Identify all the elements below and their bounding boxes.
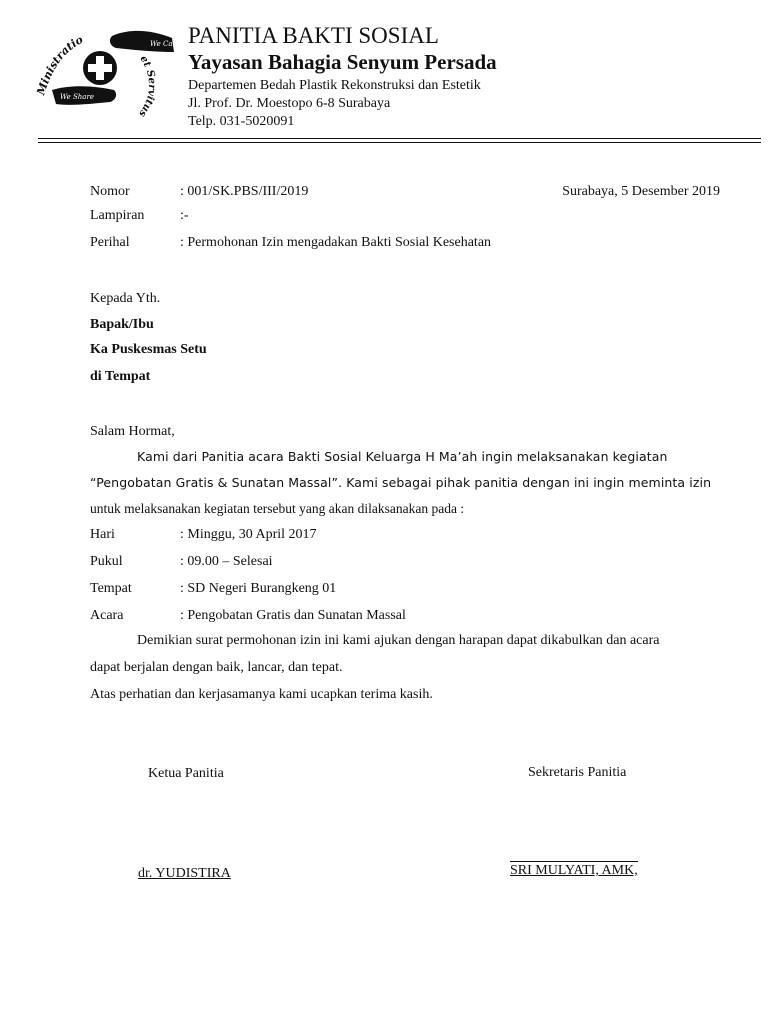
letterhead-org-name: Yayasan Bahagia Senyum Persada (188, 50, 497, 74)
signature-right-role: Sekretaris Panitia (528, 765, 627, 780)
closing-line-1: Demikian surat permohonan izin ini kami ajukan dengan harapan dapat dikabulkan dan acara (137, 633, 660, 648)
detail-label-tempat: Tempat (90, 581, 132, 596)
logo-ring-text-left: Ministratio (34, 32, 86, 97)
recipient-line3: di Tempat (90, 369, 151, 384)
letterhead-department: Departemen Bedah Plastik Rekonstruksi dan Estetik (188, 78, 481, 93)
signature-left-name: dr. YUDISTIRA (138, 866, 231, 881)
perihal-value: : Permohonan Izin mengadakan Bakti Sosial Kesehatan (180, 235, 492, 250)
logo-ring-text-right: et Servitus (136, 53, 158, 119)
paragraph-1-line-1: Kami dari Panitia acara Bakti Sosial Keluarga H Ma’ah ingin melaksanakan kegiatan (137, 449, 668, 464)
logo-graphic (32, 18, 182, 130)
organization-logo (32, 18, 182, 130)
detail-label-hari: Hari (90, 527, 115, 542)
logo-hand-text-top: We Care (150, 40, 181, 48)
cross-icon-bar (88, 64, 112, 72)
letterhead-phone: Telp. 031-5020091 (188, 114, 295, 129)
salutation: Salam Hormat, (90, 424, 175, 439)
perihal-label: Perihal (90, 235, 130, 250)
letterhead-divider-bottom (38, 142, 761, 143)
signature-right-name: SRI MULYATI, AMK, (510, 863, 638, 878)
nomor-value: : 001/SK.PBS/III/2019 (180, 184, 309, 199)
letterhead-title: PANITIA BAKTI SOSIAL (188, 23, 439, 48)
letterhead-divider-top (38, 138, 761, 139)
closing-line-3: Atas perhatian dan kerjasamanya kami ucapkan terima kasih. (90, 687, 433, 702)
paragraph-1-line-3: untuk melaksanakan kegiatan tersebut yang akan dilaksanakan pada : (90, 501, 465, 516)
nomor-label: Nomor (90, 184, 130, 199)
recipient-line1: Bapak/Ibu (90, 317, 154, 332)
detail-value-hari: : Minggu, 30 April 2017 (180, 527, 317, 542)
letterhead-address: Jl. Prof. Dr. Moestopo 6-8 Surabaya (188, 96, 391, 111)
paragraph-1-line-2: “Pengobatan Gratis & Sunatan Massal”. Kami sebagai pihak panitia dengan ini ingin meminta izin (90, 475, 712, 490)
detail-value-pukul: : 09.00 – Selesai (180, 554, 273, 569)
detail-value-tempat: : SD Negeri Burangkeng 01 (180, 581, 337, 596)
lampiran-label: Lampiran (90, 208, 145, 223)
logo-hand-text-bottom: We Share (60, 93, 94, 101)
closing-line-2: dapat berjalan dengan baik, lancar, dan tepat. (90, 660, 343, 675)
lampiran-value: :- (180, 208, 189, 223)
recipient-greeting: Kepada Yth. (90, 291, 161, 306)
detail-label-acara: Acara (90, 608, 124, 623)
recipient-line2: Ka Puskesmas Setu (90, 342, 207, 357)
letter-date: Surabaya, 5 Desember 2019 (562, 184, 720, 199)
detail-label-pukul: Pukul (90, 554, 123, 569)
signature-left-role: Ketua Panitia (148, 766, 224, 781)
detail-value-acara: : Pengobatan Gratis dan Sunatan Massal (180, 608, 406, 623)
